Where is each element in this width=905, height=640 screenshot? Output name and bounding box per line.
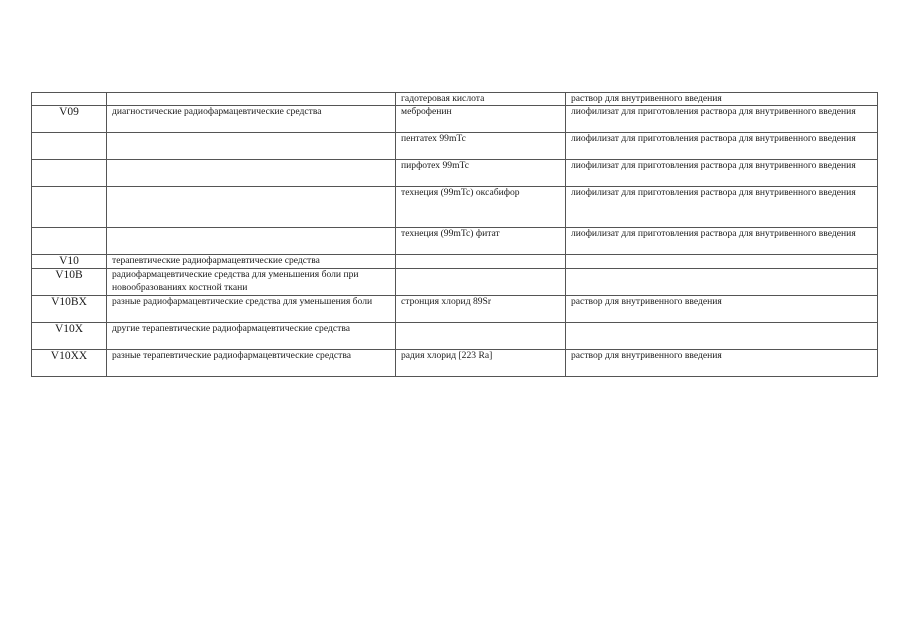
table-row — [32, 93, 878, 106]
inn-cell: радия хлорид [223 Ra] — [396, 350, 566, 377]
atc-code-cell — [32, 187, 107, 228]
table-row — [32, 228, 878, 255]
atc-code-cell — [32, 93, 107, 106]
dosage-form-cell — [566, 255, 878, 269]
atc-code-cell — [32, 228, 107, 255]
group-name-cell: разные радиофармацевтические средства для уменьшения боли — [107, 296, 396, 323]
dosage-form-cell: лиофилизат для приготовления раствора для внутривенного введения — [566, 187, 878, 228]
inn-cell — [396, 323, 566, 350]
inn-cell: технеция (99mTc) оксабифор — [396, 187, 566, 228]
atc-code-cell: V10XX — [32, 350, 107, 377]
dosage-form-cell: раствор для внутривенного введения — [566, 350, 878, 377]
inn-cell: пирфотех 99mTc — [396, 160, 566, 187]
dosage-form-cell — [566, 269, 878, 296]
table-row — [32, 160, 878, 187]
group-name-cell — [107, 93, 396, 106]
dosage-form-cell: раствор для внутривенного введения — [566, 296, 878, 323]
inn-cell: стронция хлорид 89Sr — [396, 296, 566, 323]
table-row — [32, 323, 878, 350]
dosage-form-cell: лиофилизат для приготовления раствора для внутривенного введения — [566, 160, 878, 187]
dosage-form-cell: лиофилизат для приготовления раствора для внутривенного введения — [566, 228, 878, 255]
atc-code-cell: V10B — [32, 269, 107, 296]
atc-code-cell: V10 — [32, 255, 107, 269]
inn-cell — [396, 255, 566, 269]
table-row — [32, 187, 878, 228]
atc-code-cell: V10BX — [32, 296, 107, 323]
group-name-cell — [107, 187, 396, 228]
dosage-form-cell — [566, 323, 878, 350]
table-row — [32, 106, 878, 133]
atc-code-cell — [32, 133, 107, 160]
dosage-form-cell: лиофилизат для приготовления раствора для внутривенного введения — [566, 106, 878, 133]
group-name-cell — [107, 160, 396, 187]
inn-cell: пентатех 99mTc — [396, 133, 566, 160]
table-row — [32, 255, 878, 269]
group-name-cell — [107, 133, 396, 160]
table-row — [32, 269, 878, 296]
table-row — [32, 296, 878, 323]
inn-cell: гадотеровая кислота — [396, 93, 566, 106]
atc-code-cell: V09 — [32, 106, 107, 133]
dosage-form-cell: лиофилизат для приготовления раствора для внутривенного введения — [566, 133, 878, 160]
group-name-cell: радиофармацевтические средства для уменьшения боли при новообразованиях костной ткани — [107, 269, 396, 296]
atc-code-cell — [32, 160, 107, 187]
atc-code-cell: V10X — [32, 323, 107, 350]
table-row — [32, 350, 878, 377]
group-name-cell: диагностические радиофармацевтические средства — [107, 106, 396, 133]
dosage-form-cell: раствор для внутривенного введения — [566, 93, 878, 106]
group-name-cell: терапевтические радиофармацевтические средства — [107, 255, 396, 269]
inn-cell — [396, 269, 566, 296]
group-name-cell: другие терапевтические радиофармацевтические средства — [107, 323, 396, 350]
drug-table — [31, 92, 878, 377]
inn-cell: меброфенин — [396, 106, 566, 133]
group-name-cell — [107, 228, 396, 255]
table-row — [32, 133, 878, 160]
group-name-cell: разные терапевтические радиофармацевтические средства — [107, 350, 396, 377]
inn-cell: технеция (99mTc) фитат — [396, 228, 566, 255]
